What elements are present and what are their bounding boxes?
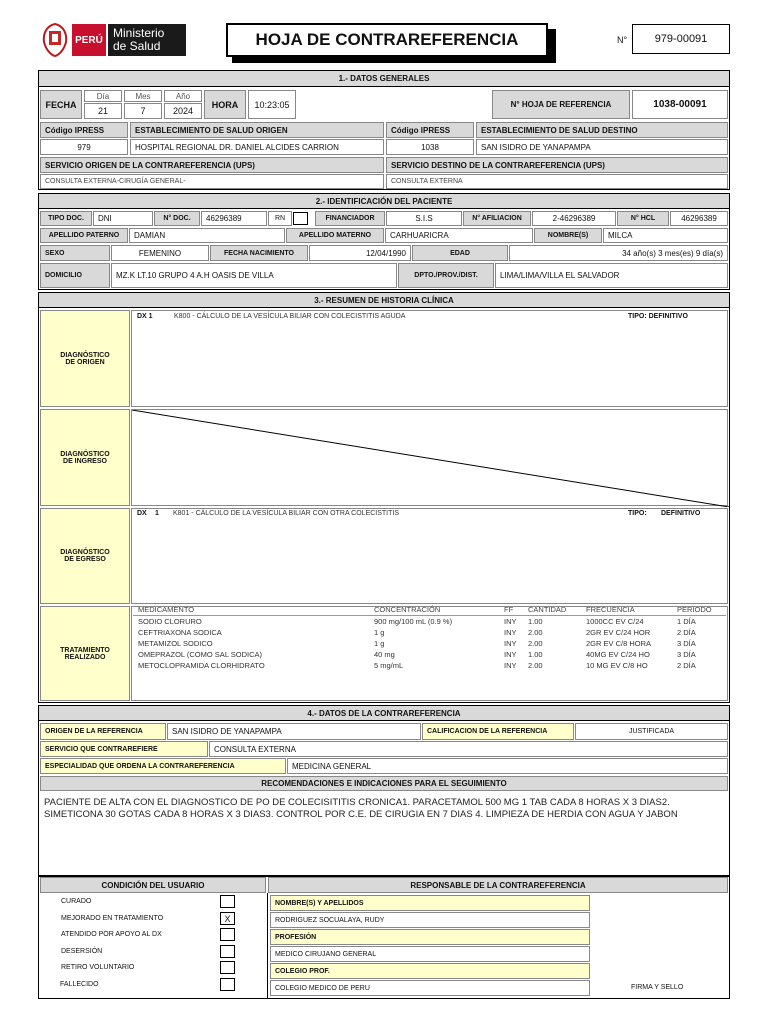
med-cell: INY <box>504 628 517 637</box>
dx-ingreso-label: DIAGNÓSTICO DE INGRESO <box>40 409 130 506</box>
domicilio-label: DOMICILIO <box>40 263 110 288</box>
condition-checkbox[interactable] <box>220 945 235 958</box>
med-row <box>133 649 726 660</box>
nombres-label: NOMBRE(S) <box>534 228 602 243</box>
dx-egreso-tipo: DEFINITIVO <box>661 510 701 517</box>
est-origen: HOSPITAL REGIONAL DR. DANIEL ALCIDES CARRION <box>130 139 384 155</box>
med-cell: 40 mg <box>374 650 395 659</box>
number-label: N° <box>617 35 628 45</box>
med-header: MEDICAMENTO <box>138 605 195 614</box>
med-header: FF <box>504 605 514 614</box>
condition-label: FALLECIDO <box>60 980 99 988</box>
est-origen-label: ESTABLECIMIENTO DE SALUD ORIGEN <box>130 122 384 138</box>
med-cell: 2.00 <box>528 661 543 670</box>
dx-ingreso-area <box>131 409 728 506</box>
med-header-row <box>133 604 726 616</box>
ipress-dest: 1038 <box>386 139 474 155</box>
fecha-dia: 21 <box>84 103 122 119</box>
med-header: CANTIDAD <box>528 605 567 614</box>
fecha-label: FECHA <box>40 90 82 119</box>
med-cell: METOCLOPRAMIDA CLORHIDRATO <box>138 661 265 670</box>
med-cell: METAMIZOL SODICO <box>138 639 213 648</box>
med-cell: INY <box>504 617 517 626</box>
med-cell: 1.00 <box>528 650 543 659</box>
serv-origen: CONSULTA EXTERNA-CIRUGÍA GENERAL- <box>40 174 384 189</box>
tipo-doc-label: TIPO DOC. <box>40 211 92 226</box>
med-cell: 2GR EV C/8 HORA <box>586 639 652 648</box>
ap-paterno-label: APELLIDO PATERNO <box>40 228 128 243</box>
ref-value: 1038-00091 <box>632 90 728 119</box>
ap-paterno: DAMIAN <box>129 228 285 243</box>
hcl-label: N° HCL <box>617 211 669 226</box>
med-row <box>133 660 726 671</box>
edad-label: EDAD <box>412 245 508 261</box>
med-cell: 5 mg/mL <box>374 661 404 670</box>
med-header: FRECUENCIA <box>586 605 635 614</box>
afiliacion-label: N° AFILIACION <box>463 211 531 226</box>
med-cell: 40MG EV C/24 HO <box>586 650 650 659</box>
med-rows <box>133 616 726 671</box>
condition-checkbox[interactable] <box>220 895 235 908</box>
dx-egreso-code-a: DX <box>137 510 147 517</box>
brand-ministry-line2: de Salud <box>113 39 161 53</box>
ap-materno: CARHUARICRA <box>385 228 533 243</box>
med-cell: 1.00 <box>528 617 543 626</box>
brand-ministry <box>108 24 186 56</box>
condition-label: CURADO <box>61 898 92 905</box>
fnac: 12/04/1990 <box>309 245 411 261</box>
dpto: LIMA/LIMA/VILLA EL SALVADOR <box>495 263 728 288</box>
ndoc: 46296389 <box>201 211 267 226</box>
servicio-label: SERVICIO QUE CONTRAREFIERE <box>40 741 208 757</box>
ipress-origen: 979 <box>40 139 128 155</box>
med-cell: 2 DÍA <box>677 661 696 670</box>
med-row <box>133 616 726 627</box>
med-cell: 1 g <box>374 639 385 648</box>
condition-label: RETIRO VOLUNTARIO <box>61 964 135 971</box>
ipress-origen-label: Código IPRESS <box>40 122 128 138</box>
condicion-title: CONDICIÓN DEL USUARIO <box>40 877 266 893</box>
dia-label: Día <box>84 90 122 102</box>
condition-label: ATENDIDO POR APOYO AL DX <box>61 931 162 938</box>
serv-origen-label: SERVICIO ORIGEN DE LA CONTRAREFERENCIA (UPS) <box>40 157 384 173</box>
colegio: COLEGIO MEDICO DE PERU <box>270 980 590 996</box>
fecha-anio: 2024 <box>164 103 202 119</box>
section3-title: 3.- RESUMEN DE HISTORIA CLÍNICA <box>39 293 729 308</box>
brand-ministry-line1: Ministerio <box>113 26 165 40</box>
est-dest-label: ESTABLECIMIENTO DE SALUD DESTINO <box>476 122 728 138</box>
dx-origen-code: DX 1 <box>137 313 153 320</box>
page-title: HOJA DE CONTRAREFERENCIA <box>226 23 548 57</box>
dx-origen-area <box>131 310 728 407</box>
section4-title: 4.- DATOS DE LA CONTRAREFERENCIA <box>39 706 729 721</box>
minsa-logo <box>40 22 186 58</box>
med-cell: CEFTRIAXONA SODICA <box>138 628 222 637</box>
coat-of-arms-icon <box>40 22 70 58</box>
afiliacion: 2-46296389 <box>532 211 616 226</box>
dpto-label: DPTO./PROV./DIST. <box>398 263 494 288</box>
ipress-dest-label: Código IPRESS <box>386 122 474 138</box>
serv-dest: CONSULTA EXTERNA <box>386 174 728 189</box>
med-cell: 2.00 <box>528 639 543 648</box>
sexo: FEMENINO <box>111 245 209 261</box>
med-cell: INY <box>504 639 517 648</box>
especialidad: MEDICINA GENERAL <box>287 758 728 774</box>
especialidad-label: ESPECIALIDAD QUE ORDENA LA CONTRAREFERENCIA <box>40 758 286 774</box>
hora-value: 10:23:05 <box>248 90 296 119</box>
responsable-title: RESPONSABLE DE LA CONTRAREFERENCIA <box>268 877 728 893</box>
ap-materno-label: APELLIDO MATERNO <box>286 228 384 243</box>
section1-title: 1.- DATOS GENERALES <box>39 71 729 87</box>
fnac-label: FECHA NACIMIENTO <box>210 245 308 261</box>
med-row <box>133 638 726 649</box>
dx-egreso-code-b: 1 <box>155 510 159 517</box>
dx-egreso-tipo-label: TIPO: <box>628 510 647 517</box>
med-cell: SODIO CLORURO <box>138 617 202 626</box>
med-header: PERIODO <box>677 605 712 614</box>
tipo-doc: DNI <box>93 211 153 226</box>
nombres: MILCA <box>603 228 728 243</box>
edad: 34 año(s) 3 mes(es) 9 día(s) <box>509 245 728 261</box>
med-cell: 1 DÍA <box>677 617 696 626</box>
med-cell: 1 g <box>374 628 385 637</box>
servicio: CONSULTA EXTERNA <box>209 741 728 757</box>
dx-egreso-label: DIAGNÓSTICO DE EGRESO <box>40 508 130 604</box>
condition-divider <box>267 893 268 998</box>
condition-checkbox[interactable] <box>220 978 235 991</box>
condition-label: DESERSIÓN <box>61 947 103 955</box>
profesion: MEDICO CIRUJANO GENERAL <box>270 946 590 962</box>
med-cell: INY <box>504 650 517 659</box>
med-cell: 900 mg/100 mL (0.9 %) <box>374 617 453 626</box>
mes-label: Mes <box>124 90 162 102</box>
dx-ingreso-strike <box>132 410 729 507</box>
nombre-label: NOMBRE(S) Y APELLIDOS <box>270 895 590 911</box>
med-cell: 3 DÍA <box>677 650 696 659</box>
dx-egreso-text: K801 - CÁLCULO DE LA VESÍCULA BILIAR CON OTRA COLECISTITIS <box>173 510 400 517</box>
med-cell: 10 MG EV C/8 HO <box>586 661 648 670</box>
profesion-label: PROFESIÓN <box>270 929 590 945</box>
med-cell: INY <box>504 661 517 670</box>
ref-label: N° HOJA DE REFERENCIA <box>492 90 630 119</box>
calif-label: CALIFICACION DE LA REFERENCIA <box>422 723 574 740</box>
form-number: 979-00091 <box>632 24 730 54</box>
fecha-mes: 7 <box>124 103 162 119</box>
nombre: RODRIGUEZ SOCUALAYA, RUDY <box>270 912 590 928</box>
med-row <box>133 627 726 638</box>
financiador: S.I.S <box>386 211 462 226</box>
condition-label: MEJORADO EN TRATAMIENTO <box>61 914 164 922</box>
hcl: 46296389 <box>670 211 728 226</box>
tratamiento-label: TRATAMIENTO REALIZADO <box>40 606 130 701</box>
med-cell: 2GR EV C/24 HOR <box>586 628 651 637</box>
condition-checkbox[interactable] <box>220 961 235 974</box>
med-cell: 1000CC EV C/24 <box>586 617 644 626</box>
med-cell: OMEPRAZOL (COMO SAL SODICA) <box>138 650 263 659</box>
serv-dest-label: SERVICIO DESTINO DE LA CONTRAREFERENCIA (UPS) <box>386 157 728 173</box>
hora-label: HORA <box>204 90 246 119</box>
origen-label: ORIGEN DE LA REFERENCIA <box>40 723 166 740</box>
condition-checkbox[interactable] <box>220 928 235 941</box>
med-table <box>133 604 726 671</box>
origen: SAN ISIDRO DE YANAPAMPA <box>167 723 421 740</box>
dx-origen-text: K800 - CÁLCULO DE LA VESÍCULA BILIAR CON COLECISTITIS AGUDA <box>174 313 406 320</box>
firma-label: FIRMA Y SELLO <box>631 984 684 991</box>
est-dest: SAN ISIDRO DE YANAPAMPA <box>476 139 728 155</box>
med-cell: 2 DÍA <box>677 628 696 637</box>
recom-text: PACIENTE DE ALTA CON EL DIAGNOSTICO DE PO DE COLECISITITIS CRONICA1. PARACETAMOL 500 MG 1 TAB CADA 8 HORAS X 3 DIAS2. SIMETICONA 30 GOTAS CADA 8 HORAS X 3 DIAS3. CONTROL POR C.E. DE CIRUGIA EN 7 DIAS 4. LIMPIEZA DE HERDIA CON AGUA Y JABON <box>44 797 678 820</box>
dx-origen-tipo: TIPO: DEFINITIVO <box>628 313 688 320</box>
condition-checkbox[interactable]: X <box>220 912 235 925</box>
domicilio: MZ.K LT.10 GRUPO 4 A.H OASIS DE VILLA <box>111 263 397 288</box>
rn-label: RN <box>268 211 292 226</box>
anio-label: Año <box>164 90 202 102</box>
colegio-label: COLEGIO PROF. <box>270 963 590 979</box>
sexo-label: SEXO <box>40 245 110 261</box>
med-cell: 3 DÍA <box>677 639 696 648</box>
dx-egreso-area <box>131 508 728 604</box>
financiador-label: FINANCIADOR <box>315 211 385 226</box>
ndoc-label: N° DOC. <box>154 211 200 226</box>
section2-title: 2.- IDENTIFICACIÓN DEL PACIENTE <box>39 194 729 209</box>
brand-country: PERÚ <box>72 24 106 56</box>
recom-title: RECOMENDACIONES E INDICACIONES PARA EL SEGUIMIENTO <box>40 776 728 791</box>
dx-origen-label: DIAGNÓSTICO DE ORIGEN <box>40 310 130 407</box>
med-cell: 2.00 <box>528 628 543 637</box>
calif: JUSTIFICADA <box>575 723 728 740</box>
rn-checkbox[interactable] <box>293 212 308 225</box>
med-header: CONCENTRACIÓN <box>374 605 441 614</box>
